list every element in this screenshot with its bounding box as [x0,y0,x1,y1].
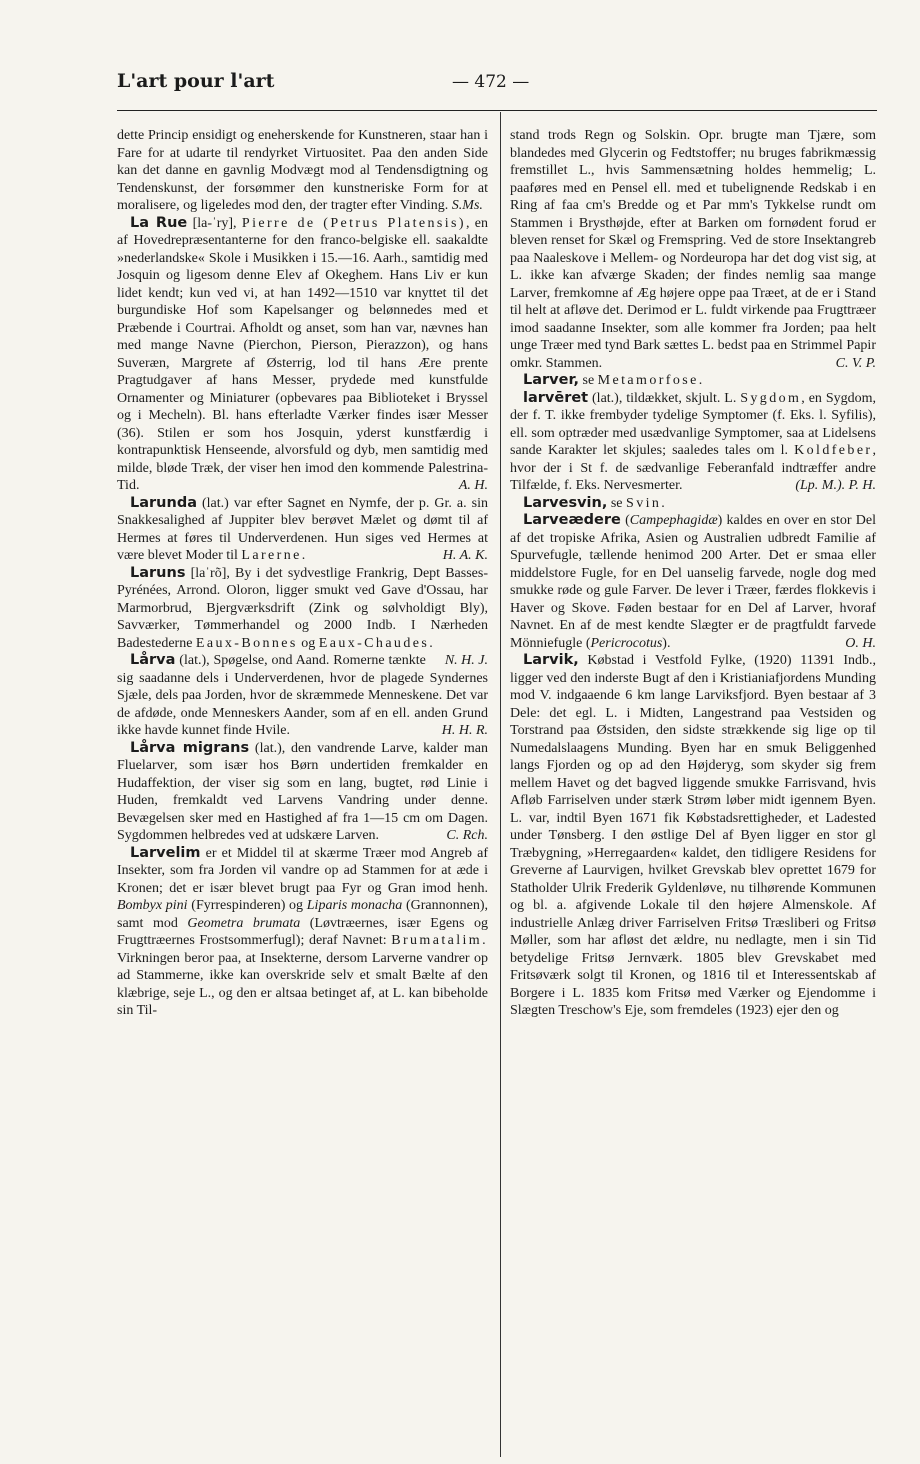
author-signature: H. H. R. [441,723,488,738]
author-signature: C. Rch. [446,828,488,843]
headword: Larver, [523,372,579,388]
headword: Lårva [130,652,176,668]
author-signature: O. H. [845,635,876,651]
headword: Larveædere [523,512,621,528]
continuation-paragraph: dette Princip ensidigt og eneherskende for Kunstneren, staar han i Fare for at udarte til rendyrket Virtuositet. Paa den anden Side kan det danne en gavnlig Modvægt mod al Tendensdigtning og Tendenskunst, der forsømmer den kunstneriske Form for at moralisere, og ligeledes mod den, der tragter efter Vinding. S.Ms. [117,128,488,213]
continuation-paragraph: stand trods Regn og Solskin. Opr. brugte man Tjære, som blandedes med Glycerin og Fedtstoffer; nu bruges fabrikmæssig fremstillet L., hvis Sammensætning holdes hemmelig; L. paaføres med en Pensel ell. med et tubelignende Redskab i en Ring af faa cm's Bredde og et Par mm's Tykkelse rundt om Stammen i Brysthøjde, efter at Barken om fornødent forud er bleven renset for Skæl og Fremspring. Ved de store Insektangreb paa Naaleskove i Mellem- og Nordeuropa har det dog vist sig, at L. ikke kan afværge Skaden; der findes nemlig saa mange Larver, fremkomne af Æg højere oppe paa Træet, at de er i Stand til helt at afløve det. Derimod er L. fuldt virkende paa Frugttræer imod saadanne Insekter, som alle kommer fra Jorden; paa helt unge Træer med tynd Bark sættes L. bedst paa en Strimmel Papir omkr. Stammen. C. V. P. [510,128,876,371]
running-title: L'art pour l'art [117,70,275,92]
entry-larvesvin: Larvesvin, se Svin. [523,494,668,511]
author-signature: S.Ms. [451,198,483,213]
entry-larveret: larvēret (lat.), tildækket, skjult. L. Sygdom, en Sygdom, der f. T. ikke frembyder tydelige Symptomer (f. Eks. l. Syfilis), ell. som optræder med usædvanlige Symptomer, saa at Lidelsens sande Karakter let skjules; saaledes tales om l. Koldfeber, hvor der i St f. de sædvanlige Feberanfald indtræffer andre Tilfælde, f. Eks. Nervesmerter. (Lp. M.). P. H. [510,389,876,493]
entry-laruns: Laruns [laˈrõ], By i det sydvestlige Frankrig, Dept Basses-Pyrénées, Arrond. Oloron, ligger smukt ved Gave d'Ossau, har Marmorbrud, Bjergværksdrift (Zink og sølvholdigt Bly), Savværker, Tømmerhandel og 2000 Indb. I Nærheden Badestederne Eaux-Bonnes og Eaux-Chaudes. N. H. J. [117,564,488,668]
right-column [510,127,876,1020]
headword: Larvesvin, [523,494,608,511]
author-signature: A. H. [458,478,488,493]
entry-larva-migrans: Lårva migrans (lat.), den vandrende Larve, kalder man Fluelarver, som især hos Børn undertiden fremkalder en Hudaffektion, der viser sig som en lang, bugtet, rød Linie i Huden, fremkaldt ved Larvens Vandring under denne. Bevægelsen sker med en Hastighed af fra 1—15 cm om Dagen. Sygdommen helbredes ved at udskære Larven. C. Rch. [117,739,489,843]
entry-larvik: Larvik, Købstad i Vestfold Fylke, (1920) 11391 Indb., ligger ved den inderste Bugt af den i Kristianiafjordens Munding mod V. indgaaende 6 km lange Larviksfjord. Byen bestaar af 3 Dele: det egl. L. i Midten, Langestrand paa Vestsiden og Torstrand paa Østsiden, den sidste strækkende sig lige op til Numedalslaagens Munding. Byen har en smuk Beliggenhed langs Fjorden og op ad den Højderyg, som skyder sig frem mellem Havet og det bagved liggende smukke Farrisvand, hvis Afløb Farriselven under stærk Strøm løber midt igennem Byen. L. var, indtil Byen 1671 fik Købstadsrettigheder, et Ladested under Tønsberg. I den østlige Del af Byen ligger en stor gl Træbygning, »Herregaarden« kaldet, den tidligere Residens for Greverne af Laurvigen, hvilket Grevskab blev oprettet 1679 for Statholder Ulrik Frederik Gyldenløve, nu tilhørende Kommunen og bl. a. afgivende Lokale til den højere Almenskole. Af industrielle Anlæg driver Farriselven Fritsø Træsliberi og Fritsø Møller, som har afløst det ældre, nu nedlagte, men i sin Tid betydelige Fritsø Jernværk. 1805 blev Grevskabet med Fritsøværk solgt til Kronen, og 1816 til et Interessentskab af Borgere i L. 1835 kom Fritsø med Værker og Ejendomme i Slægten Treschow's Eje, som fremdeles (1923) ejer den og [510,652,876,1018]
running-head [117,70,837,100]
entry-larvelim: Larvelim er et Middel til at skærme Træer mod Angreb af Insekter, som fra Jorden vil vandre op ad Stammen for at æde i Kronen; det er især blevet brugt paa Fyr og Gran imod henh. Bombyx pini (Fyrrespinderen) og Liparis monacha (Grannonnen), samt mod Geometra brumata (Løvtræernes, især Egens og Frugttræernes Frostsommerfugl); deraf Navnet: Brumatalim. Virkningen beror paa, at Insekterne, dersom Larverne vandrer op ad Stammerne, ikke kan overskride selv et smalt Bælte af den klæbrige, seje L., og den er altsaa betinget af, at L. kan bibeholde sin Til- [117,844,488,1018]
author-signature: H. A. K. [442,548,488,563]
entry-larver: Larver, se Metamorfose. [523,372,705,388]
header-rule [117,110,877,111]
entry-larveaedere: Larveædere (Campephagidæ) kaldes en over en stor Del af det tropiske Afrika, Asien og Australien udbredt Familie af Spurvefugle, tællende henimod 200 Arter. Det er smaa eller middelstore Fugle, for en Del uanselig farvede, nogle dog med smukke røde og gule Farver. De lever i Træer, færdes flokkevis i Haver og Skove. Føden bestaar for en Del af Larver, hvoraf Navnet. En af de mest kendte Slægter er de pragtfuldt farvede Mönniefugle (Pericrocotus). O. H. [510,512,876,651]
entry-larva: Lårva (lat.), Spøgelse, ond Aand. Romerne tænkte sig saadanne dels i Underverdenen, hvor de plagede Syndernes Sjæle, dels paa Jorden, hvor de skræmmede Menneskene. Det var de afdøde, onde Menneskers Aander, som af en ell. anden Grund ikke havde kunnet finde Hvile. H. H. R. [117,652,488,738]
headword: larvēret [523,389,589,406]
headword: Larvik, [523,652,579,668]
headword: La Rue [130,214,188,231]
headword: Larvelim [130,844,201,861]
column-divider [500,112,501,1457]
page-number: — 472 — [452,72,530,92]
headword: Larunda [130,494,197,511]
author-signature: C. V. P. [835,355,876,371]
headword: Lårva migrans [130,739,250,756]
entry-larunda: Larunda (lat.) var efter Sagnet en Nymfe, der p. Gr. a. sin Snakkesalighed af Juppiter blev berøvet Mælet og dømt til af Hermes at føres til Underverdenen. Hun siges ved Hermes at være blevet Moder til Larerne. H. A. K. [117,494,488,563]
author-signature: N. H. J. [444,653,488,668]
left-column [117,127,488,1020]
author-signature: (Lp. M.). P. H. [795,478,876,493]
headword: Laruns [130,564,186,581]
entry-la-rue: La Rue [la-ˈry], Pierre de (Petrus Platensis), en af Hovedrepræsentanterne for den franco-belgiske ell. saakaldte »nederlandske« Skole i Musikken i 15.—16. Aarh., samtidig med Josquin og ligesom denne Elev af Okeghem. Hans Liv er kun lidet kendt; kun ved vi, at han 1492—1510 var knyttet til det burgundiske Hof som Kapelsanger og belønnedes med et Præbende i Courtrai. Afholdt og anset, som han var, nævnes han med mange Navne (Pierchon, Pierson, Pierazzon), og hans Suveræn, Margrete af Østerrig, lod til hans Ære prente Pragtudgaver af hans Messer, prydede med kunstfulde Ornamenter og Miniaturer (opbevares paa Biblioteket i Bryssel og i Mecheln). Bl. hans efterladte Værker findes især Messer (36). Stilen er som hos Josquin, yderst kunstfærdig i kontrapunktisk Henseende, alvorsfuld og dyb, men samtidig med milde, bløde Træk, der viser hen imod den kommende Palestrina-Tid. A. H. [117,214,489,493]
